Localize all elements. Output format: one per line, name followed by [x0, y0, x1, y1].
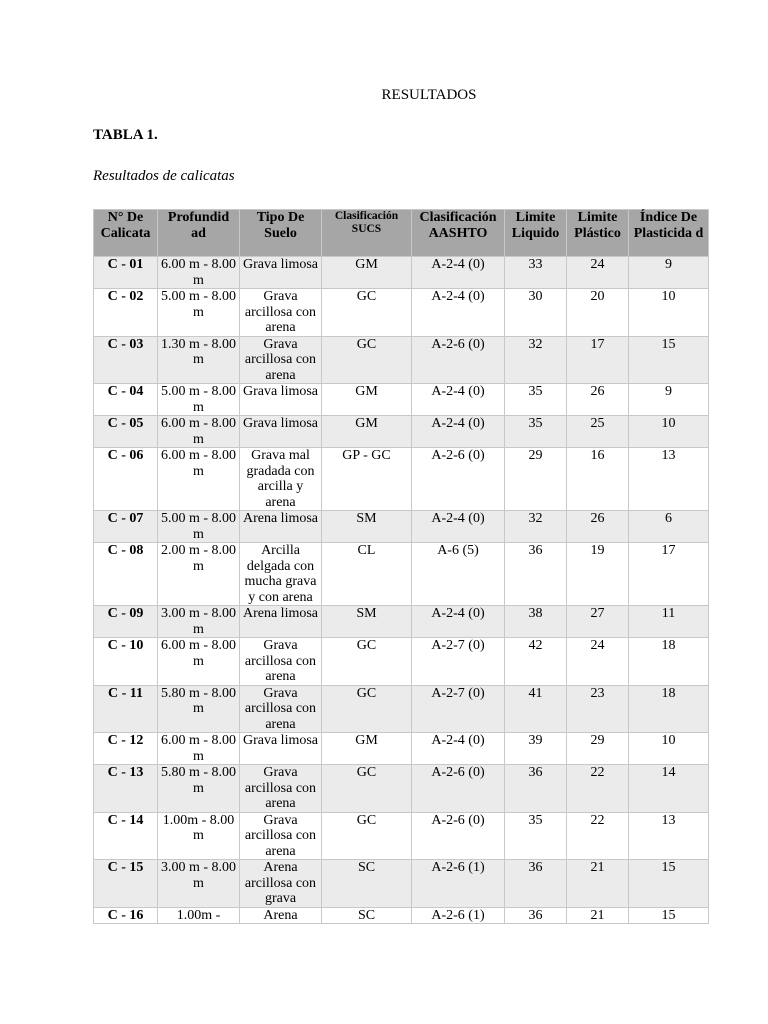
cell-indice-plasticidad: 10	[629, 289, 709, 337]
cell-tipo-suelo: Grava mal gradada con arcilla y arena	[240, 448, 322, 511]
table-row	[94, 685, 709, 733]
cell-limite-liquido: 42	[505, 638, 567, 686]
cell-limite-liquido: 35	[505, 812, 567, 860]
cell-indice-plasticidad: 11	[629, 606, 709, 638]
cell-limite-plastico: 26	[567, 511, 629, 543]
header-indice-plasticidad: Índice De Plasticida d	[629, 210, 709, 257]
cell-limite-plastico: 24	[567, 638, 629, 686]
cell-sucs: GC	[322, 812, 412, 860]
cell-aashto: A-2-6 (0)	[412, 448, 505, 511]
cell-sucs: GM	[322, 384, 412, 416]
cell-limite-liquido: 29	[505, 448, 567, 511]
cell-limite-liquido: 32	[505, 336, 567, 384]
table-caption: Resultados de calicatas	[93, 168, 235, 184]
cell-profundidad: 6.00 m - 8.00 m	[158, 416, 240, 448]
cell-aashto: A-2-6 (0)	[412, 336, 505, 384]
cell-limite-liquido: 35	[505, 416, 567, 448]
table-row	[94, 289, 709, 337]
table-row	[94, 638, 709, 686]
cell-aashto: A-2-4 (0)	[412, 511, 505, 543]
cell-aashto: A-2-6 (0)	[412, 765, 505, 813]
cell-limite-liquido: 30	[505, 289, 567, 337]
cell-limite-liquido: 36	[505, 907, 567, 924]
cell-profundidad: 5.00 m - 8.00 m	[158, 384, 240, 416]
cell-tipo-suelo: Grava limosa	[240, 384, 322, 416]
cell-aashto: A-2-6 (1)	[412, 860, 505, 908]
cell-calicata: C - 11	[94, 685, 158, 733]
cell-sucs: GM	[322, 416, 412, 448]
table-row	[94, 511, 709, 543]
cell-profundidad: 6.00 m - 8.00 m	[158, 733, 240, 765]
cell-profundidad: 1.00m -	[158, 907, 240, 924]
cell-profundidad: 5.80 m - 8.00 m	[158, 765, 240, 813]
cell-sucs: SC	[322, 907, 412, 924]
page-title: RESULTADOS	[381, 87, 477, 103]
cell-limite-plastico: 19	[567, 543, 629, 606]
cell-limite-liquido: 33	[505, 257, 567, 289]
table-row	[94, 812, 709, 860]
cell-aashto: A-2-7 (0)	[412, 638, 505, 686]
cell-aashto: A-2-4 (0)	[412, 257, 505, 289]
cell-indice-plasticidad: 10	[629, 733, 709, 765]
cell-calicata: C - 03	[94, 336, 158, 384]
cell-limite-plastico: 22	[567, 812, 629, 860]
table-row	[94, 416, 709, 448]
cell-limite-plastico: 29	[567, 733, 629, 765]
cell-aashto: A-2-6 (1)	[412, 907, 505, 924]
cell-aashto: A-2-4 (0)	[412, 384, 505, 416]
cell-tipo-suelo: Arena arcillosa con grava	[240, 860, 322, 908]
cell-indice-plasticidad: 10	[629, 416, 709, 448]
cell-limite-liquido: 36	[505, 543, 567, 606]
cell-aashto: A-6 (5)	[412, 543, 505, 606]
cell-calicata: C - 13	[94, 765, 158, 813]
cell-indice-plasticidad: 15	[629, 860, 709, 908]
cell-limite-plastico: 16	[567, 448, 629, 511]
cell-limite-plastico: 21	[567, 860, 629, 908]
cell-profundidad: 5.80 m - 8.00 m	[158, 685, 240, 733]
cell-tipo-suelo: Grava arcillosa con arena	[240, 765, 322, 813]
cell-limite-liquido: 41	[505, 685, 567, 733]
table-row	[94, 907, 709, 924]
table-row	[94, 860, 709, 908]
cell-tipo-suelo: Grava limosa	[240, 733, 322, 765]
cell-sucs: GM	[322, 257, 412, 289]
cell-indice-plasticidad: 13	[629, 812, 709, 860]
cell-sucs: SC	[322, 860, 412, 908]
cell-sucs: GM	[322, 733, 412, 765]
cell-aashto: A-2-7 (0)	[412, 685, 505, 733]
cell-indice-plasticidad: 18	[629, 685, 709, 733]
cell-aashto: A-2-4 (0)	[412, 416, 505, 448]
cell-limite-plastico: 21	[567, 907, 629, 924]
cell-profundidad: 1.00m - 8.00 m	[158, 812, 240, 860]
table-row	[94, 384, 709, 416]
cell-sucs: SM	[322, 606, 412, 638]
cell-profundidad: 5.00 m - 8.00 m	[158, 511, 240, 543]
cell-calicata: C - 07	[94, 511, 158, 543]
cell-aashto: A-2-4 (0)	[412, 606, 505, 638]
header-calicata: N° De Calicata	[94, 210, 158, 257]
cell-indice-plasticidad: 18	[629, 638, 709, 686]
cell-indice-plasticidad: 9	[629, 384, 709, 416]
cell-calicata: C - 10	[94, 638, 158, 686]
cell-calicata: C - 04	[94, 384, 158, 416]
cell-profundidad: 6.00 m - 8.00 m	[158, 448, 240, 511]
table-body	[94, 257, 709, 924]
cell-calicata: C - 01	[94, 257, 158, 289]
cell-profundidad: 3.00 m - 8.00 m	[158, 860, 240, 908]
cell-profundidad: 3.00 m - 8.00 m	[158, 606, 240, 638]
cell-calicata: C - 05	[94, 416, 158, 448]
cell-indice-plasticidad: 13	[629, 448, 709, 511]
cell-limite-liquido: 36	[505, 860, 567, 908]
table-row	[94, 606, 709, 638]
header-sucs: Clasificación SUCS	[322, 210, 412, 257]
cell-tipo-suelo: Grava arcillosa con arena	[240, 685, 322, 733]
cell-limite-plastico: 20	[567, 289, 629, 337]
cell-limite-liquido: 39	[505, 733, 567, 765]
cell-indice-plasticidad: 6	[629, 511, 709, 543]
cell-calicata: C - 09	[94, 606, 158, 638]
cell-aashto: A-2-4 (0)	[412, 733, 505, 765]
cell-indice-plasticidad: 17	[629, 543, 709, 606]
table-row	[94, 448, 709, 511]
cell-sucs: GC	[322, 638, 412, 686]
cell-sucs: GC	[322, 765, 412, 813]
cell-tipo-suelo: Grava limosa	[240, 257, 322, 289]
cell-limite-plastico: 25	[567, 416, 629, 448]
cell-limite-liquido: 32	[505, 511, 567, 543]
cell-calicata: C - 02	[94, 289, 158, 337]
cell-limite-plastico: 17	[567, 336, 629, 384]
cell-limite-plastico: 23	[567, 685, 629, 733]
header-aashto: Clasificación AASHTO	[412, 210, 505, 257]
table-row	[94, 765, 709, 813]
cell-tipo-suelo: Grava arcillosa con arena	[240, 336, 322, 384]
cell-sucs: GC	[322, 336, 412, 384]
cell-tipo-suelo: Arcilla delgada con mucha grava y con arena	[240, 543, 322, 606]
cell-sucs: GP - GC	[322, 448, 412, 511]
cell-limite-plastico: 26	[567, 384, 629, 416]
cell-tipo-suelo: Grava arcillosa con arena	[240, 638, 322, 686]
cell-aashto: A-2-4 (0)	[412, 289, 505, 337]
cell-indice-plasticidad: 9	[629, 257, 709, 289]
cell-sucs: GC	[322, 685, 412, 733]
table-row	[94, 733, 709, 765]
table-row	[94, 257, 709, 289]
cell-indice-plasticidad: 15	[629, 907, 709, 924]
cell-calicata: C - 15	[94, 860, 158, 908]
header-tipo-suelo: Tipo De Suelo	[240, 210, 322, 257]
cell-limite-liquido: 36	[505, 765, 567, 813]
cell-limite-plastico: 27	[567, 606, 629, 638]
cell-sucs: SM	[322, 511, 412, 543]
cell-aashto: A-2-6 (0)	[412, 812, 505, 860]
cell-profundidad: 6.00 m - 8.00 m	[158, 638, 240, 686]
header-profundidad: Profundid ad	[158, 210, 240, 257]
cell-limite-liquido: 38	[505, 606, 567, 638]
cell-tipo-suelo: Arena limosa	[240, 606, 322, 638]
cell-tipo-suelo: Arena	[240, 907, 322, 924]
cell-tipo-suelo: Grava arcillosa con arena	[240, 289, 322, 337]
cell-calicata: C - 16	[94, 907, 158, 924]
cell-limite-plastico: 22	[567, 765, 629, 813]
cell-profundidad: 5.00 m - 8.00 m	[158, 289, 240, 337]
cell-limite-plastico: 24	[567, 257, 629, 289]
cell-calicata: C - 12	[94, 733, 158, 765]
table-row	[94, 336, 709, 384]
cell-calicata: C - 14	[94, 812, 158, 860]
table-header-row	[94, 210, 709, 257]
header-limite-liquido: Limite Liquido	[505, 210, 567, 257]
cell-limite-liquido: 35	[505, 384, 567, 416]
cell-profundidad: 6.00 m - 8.00 m	[158, 257, 240, 289]
cell-calicata: C - 08	[94, 543, 158, 606]
cell-indice-plasticidad: 14	[629, 765, 709, 813]
header-limite-plastico: Limite Plástico	[567, 210, 629, 257]
cell-profundidad: 2.00 m - 8.00 m	[158, 543, 240, 606]
cell-sucs: CL	[322, 543, 412, 606]
cell-profundidad: 1.30 m - 8.00 m	[158, 336, 240, 384]
cell-tipo-suelo: Grava limosa	[240, 416, 322, 448]
table-label: TABLA 1.	[93, 127, 158, 143]
results-table	[93, 209, 709, 924]
cell-indice-plasticidad: 15	[629, 336, 709, 384]
cell-calicata: C - 06	[94, 448, 158, 511]
cell-tipo-suelo: Grava arcillosa con arena	[240, 812, 322, 860]
table-row	[94, 543, 709, 606]
cell-sucs: GC	[322, 289, 412, 337]
cell-tipo-suelo: Arena limosa	[240, 511, 322, 543]
